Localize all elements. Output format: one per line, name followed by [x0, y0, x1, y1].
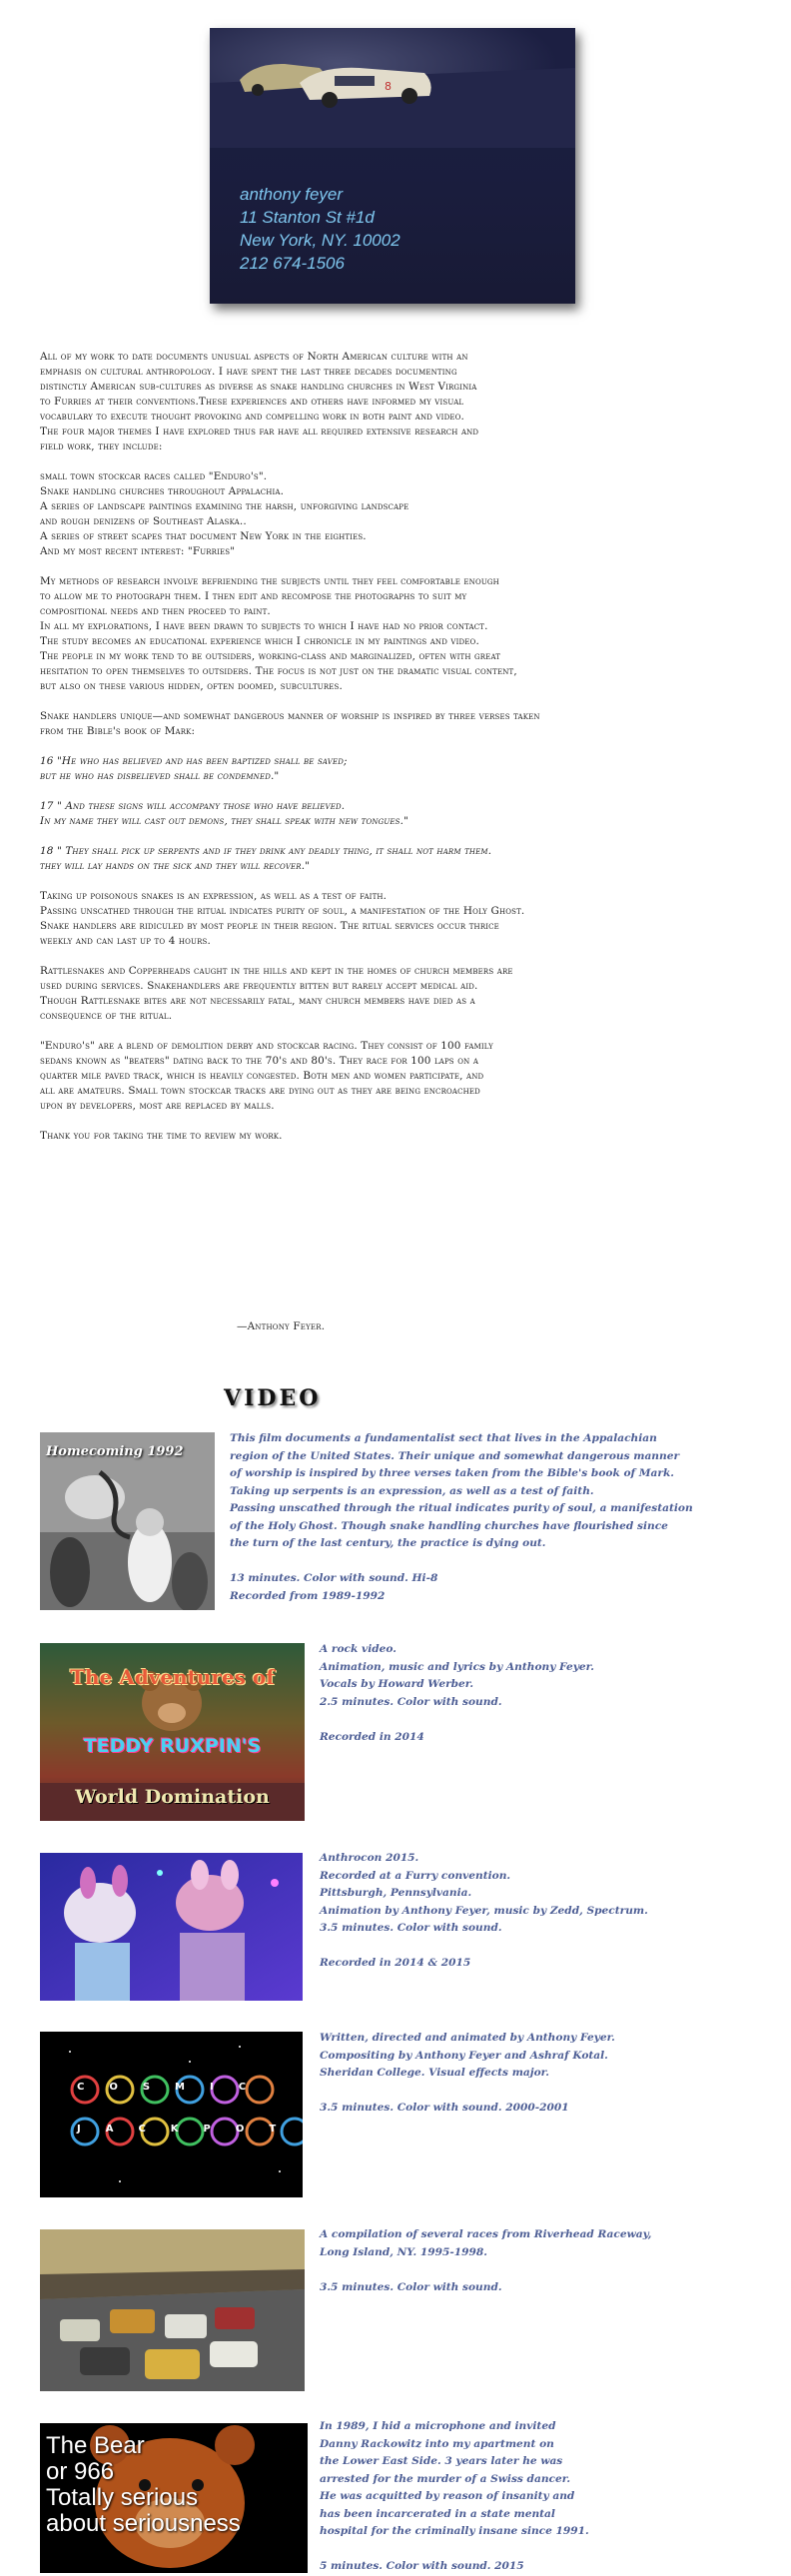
video-description-text: This film documents a fundamentalist sect that lives in the Appalachian region of the United States. Their unique and somewhat dangerous manner of worship is inspired by three verses taken from the Bible's book of Mark. Taking up serpents is an expression, as well as a test of faith. Passing unscathed through the ritual indicates purity of soul, a manifestation of the Holy Ghost. Though snake handling churches have flourished since the turn of the last century, the practice is dying out.: [230, 1432, 693, 1549]
video-description-text: Anthrocon 2015. Recorded at a Furry convention. Pittsburgh, Pennsylvania. Animation by Anthony Feyer, music by Zedd, Spectrum. 3.5 minutes. Color with sound.: [320, 1852, 648, 1934]
thumbnail-title-1: The Adventures of: [70, 1665, 275, 1689]
thumbnail-caption: Homecoming 1992: [46, 1444, 184, 1459]
stockcar-race-photo: [210, 28, 575, 148]
video-thumbnail-riverhead[interactable]: [40, 2229, 305, 2391]
video-details: 3.5 minutes. Color with sound.: [320, 2280, 502, 2293]
video-description-text: A compilation of several races from Riverhead Raceway, Long Island, NY. 1995-1998.: [320, 2228, 652, 2258]
business-card: [210, 28, 575, 304]
riverhead-raceway-photo: [40, 2229, 305, 2391]
video-description: [320, 1850, 774, 1973]
card-phone: 212 674-1506: [240, 254, 345, 273]
video-details: 3.5 minutes. Color with sound. 2000-2001: [320, 2102, 569, 2114]
video-thumbnail-teddy-ruxpin[interactable]: [40, 1643, 305, 1821]
video-details: Recorded in 2014: [320, 1730, 424, 1743]
video-thumbnail-cosmic-jackpot[interactable]: [40, 2032, 303, 2197]
thumbnail-line: or 966: [46, 2458, 115, 2485]
statement-paragraph: "Enduro's" are a blend of demolition derby and stockcar racing. They consist of 100 family sedans known as "beaters" dating back to the 70's and 80's. They race for 100 laps on a quarter mile paved track, which is heavily congested. Both men and women participate, and all are amateurs. Small town stockcar tracks are dying out as they are being encroached upon by developers, most are replaced by malls.: [40, 1040, 493, 1112]
video-description: [320, 2418, 774, 2576]
svg-text:8: 8: [385, 80, 392, 93]
thumbnail-line: Totally serious: [46, 2484, 199, 2511]
video-description: [320, 2226, 774, 2296]
artist-statement: [40, 350, 774, 1159]
video-description-text: In 1989, I hid a microphone and invited Danny Rackowitz into my apartment on the Lower East Side. 3 years later he was arrested for the murder of a Swiss dancer. He was acquitted by reason of insanity and has been incarcerated in a state mental hospital for the criminally insane since 1991.: [320, 2420, 589, 2537]
video-description-text: A rock video. Animation, music and lyrics by Anthony Feyer. Vocals by Howard Werber. 2.5 minutes. Color with sound.: [320, 1643, 594, 1708]
statement-paragraph: My methods of research involve befriending the subjects until they feel comfortable enough to allow me to photograph them. I then edit and recompose the photographs to suit my compositional needs and then proceed to paint. In all my explorations, I have been drawn to subjects to which I have had no prior contact. The study becomes an educational experience which I chronicle in my paintings and video. The people in my work tend to be outsiders, working-class and marginalized, often with great hesitation to open themselves to outsiders. The focus is not just on the dramatic visual content, but also on these various hidden, often doomed, subcultures.: [40, 575, 517, 692]
thumbnail-row-2: JACKPOT: [77, 2124, 302, 2135]
video-description-text: Written, directed and animated by Anthony Feyer. Compositing by Anthony Feyer and Ashraf Kotal. Sheridan College. Visual effects major.: [320, 2032, 615, 2079]
statement-paragraph: Rattlesnakes and Copperheads caught in the hills and kept in the homes of church members are used during services. Snakehandlers are frequently bitten but rarely accept medical aid. Though Rattlesnake bites are not necessarily fatal, many church members have died as a consequence of the ritual.: [40, 965, 513, 1022]
thumbnail-title-lines: [46, 2433, 241, 2537]
card-address-block: [240, 183, 400, 275]
cosmic-jackpot-title-card: [40, 2032, 303, 2197]
video-thumbnail-anthrocon[interactable]: [40, 1853, 303, 2001]
statement-paragraph: Snake handlers unique—and somewhat dangerous manner of worship is inspired by three verses taken from the Bible's book of Mark:: [40, 710, 540, 737]
statement-paragraph: All of my work to date documents unusual aspects of North American culture with an emphasis on cultural anthropology. I have spent the last three decades documenting distinctly American sub-cultures as diverse as snake handling churches in West Virginia to Furries at their conventions.These experiences and others have informed my visual vocabulary to execute thought provoking and compelling work in both paint and video. The four major themes I have explored thus far have all required extensive research and field work, they include:: [40, 351, 479, 452]
video-heading: VIDEO: [224, 1385, 322, 1411]
video-details: Recorded in 2014 & 2015: [320, 1957, 471, 1969]
bible-verse: 17 " And these signs will accompany those who have believed. In my name they will cast out demons, they shall speak with new tongues.": [40, 800, 408, 827]
thumbnail-title-3: World Domination: [75, 1786, 270, 1808]
card-street: 11 Stanton St #1d: [240, 208, 375, 227]
video-details: 5 minutes. Color with sound. 2015: [320, 2560, 524, 2572]
thumbnail-row-1: COSMIC: [77, 2082, 272, 2093]
card-city: New York, NY. 10002: [240, 231, 400, 250]
statement-paragraph: Thank you for taking the time to review my work.: [40, 1130, 283, 1142]
bible-verse: 18 " They shall pick up serpents and if they drink any deadly thing, it shall not harm them. they will lay hands on the sick and they will recover.": [40, 845, 492, 872]
video-description: [230, 1430, 774, 1605]
video-description: [320, 2030, 774, 2118]
signature: —Anthony Feyer.: [237, 1320, 326, 1332]
bible-verse: 16 "He who has believed and has been baptized shall be saved; but he who has disbelieved shall be condemned.": [40, 755, 348, 782]
thumbnail-line: The Bear: [46, 2432, 145, 2459]
thumbnail-line: about seriousness: [46, 2510, 241, 2537]
thumbnail-title-2: TEDDY RUXPIN'S: [83, 1735, 262, 1757]
video-thumbnail-homecoming[interactable]: [40, 1432, 215, 1610]
statement-paragraph: Taking up poisonous snakes is an expression, as well as a test of faith. Passing unscathed through the ritual indicates purity of soul, a manifestation of the Holy Ghost. Snake handlers are ridiculed by most people in their region. The ritual services occur thrice weekly and can last up to 4 hours.: [40, 890, 525, 947]
video-thumbnail-the-bear[interactable]: [40, 2423, 308, 2573]
furry-convention-photo: [40, 1853, 303, 2001]
video-description: [320, 1641, 774, 1746]
card-name: anthony feyer: [240, 185, 344, 204]
statement-paragraph: small town stockcar races called "Enduro's". Snake handling churches throughout Appalachia. A series of landscape paintings examining the harsh, unforgiving landscape and rough denizens of Southeast Alaska.. A series of street scapes that document New York in the eighties. And my most recent interest: "Furries": [40, 470, 409, 557]
video-details: 13 minutes. Color with sound. Hi-8 Recorded from 1989-1992: [230, 1572, 438, 1602]
